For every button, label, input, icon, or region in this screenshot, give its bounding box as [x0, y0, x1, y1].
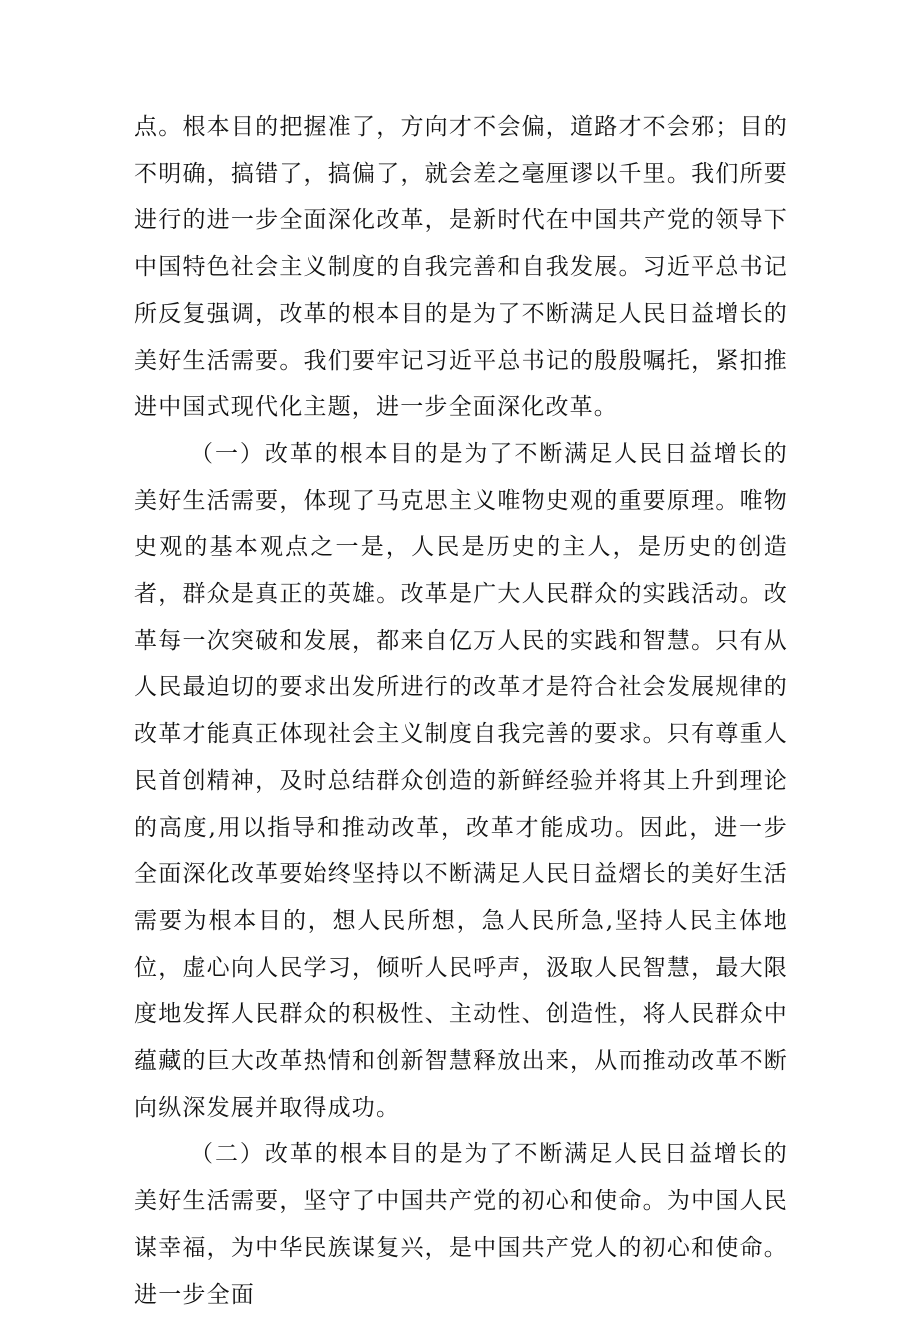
document-body: [134, 104, 788, 1318]
paragraph-section-one: （一）改革的根本目的是为了不断满足人民日益增长的美好生活需要，体现了马克思主义唯物史观的重要原理。唯物史观的基本观点之一是，人民是历史的主人，是历史的创造者，群众是真正的英雄。改革是广大人民群众的实践活动。改革每一次突破和发展，都来自亿万人民的实践和智慧。只有从人民最迫切的要求出发所进行的改革才是符合社会发展规律的改革才能真正体现社会主义制度自我完善的要求。只有尊重人民首创精神，及时总结群众创造的新鲜经验并将其上升到理论的高度,用以指导和推动改革，改革才能成功。因此，进一步全面深化改革要始终坚持以不断满足人民日益熠长的美好生活需要为根本目的，想人民所想，急人民所急,坚持人民主体地位，虚心向人民学习，倾听人民呼声，汲取人民智慧，最大限度地发挥人民群众的积极性、主动性、创造性，将人民群众中蕴藏的巨大改革热情和创新智慧释放出来，从而推动改革不断向纵深发展并取得成功。: [134, 440, 788, 1121]
paragraph-continued-intro: 点。根本目的把握准了，方向才不会偏，道路才不会邪；目的不明确，搞错了，搞偏了，就会差之毫厘谬以千里。我们所要进行的进一步全面深化改革，是新时代在中国共产党的领导下中国特色社会主义制度的自我完善和自我发展。习近平总书记所反复强调，改革的根本目的是为了不断满足人民日益增长的美好生活需要。我们要牢记习近平总书记的殷殷嘱托，紧扣推进中国式现代化主题，进一步全面深化改革。: [134, 114, 788, 421]
paragraph-section-two: （二）改革的根本目的是为了不断满足人民日益增长的美好生活需要，坚守了中国共产党的初心和使命。为中国人民谋幸福，为中华民族谋复兴，是中国共产党人的初心和使命。进一步全面: [134, 1141, 788, 1308]
